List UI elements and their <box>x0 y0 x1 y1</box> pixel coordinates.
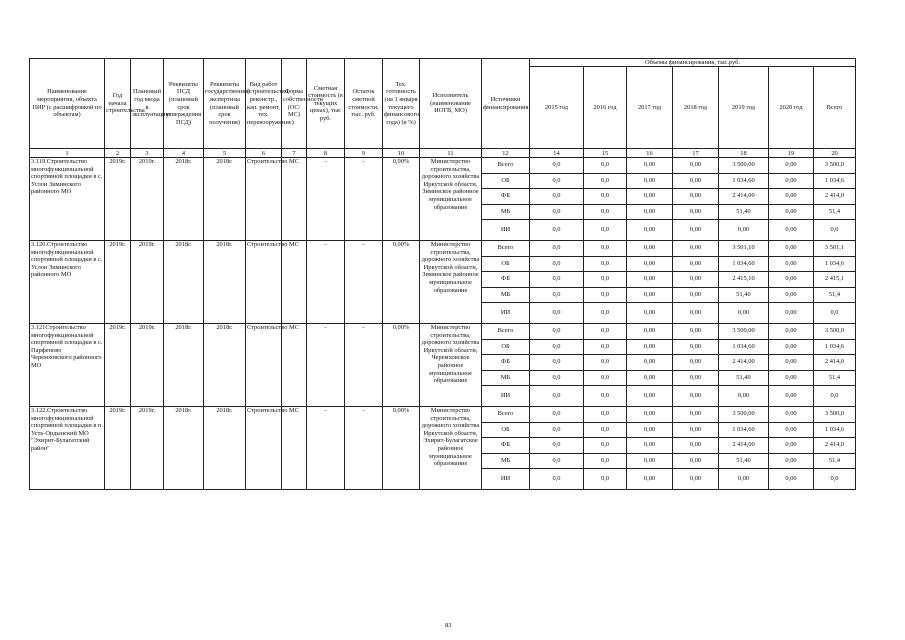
column-number: 15 <box>584 149 627 158</box>
executor: Министерство строительства, дорожного хозяйства Иркутской области, Черемховское районное муниципальное образование <box>420 324 482 407</box>
funding-value: 0,00 <box>627 386 673 407</box>
funding-value: 0,0 <box>584 241 627 257</box>
start-year: 2019г. <box>105 241 131 324</box>
header-estimated-cost: Сметная стоимость (в текущих ценах), тыс руб. <box>307 59 345 149</box>
funding-value: 0,0 <box>530 339 584 355</box>
column-number: 18 <box>719 149 769 158</box>
funding-value: 1 034,6 <box>814 339 856 355</box>
funding-value: 0,0 <box>584 173 627 189</box>
work-type: Строительство <box>246 158 282 241</box>
funding-value: 0,0 <box>530 173 584 189</box>
header-year-2018: 2018 год <box>673 67 719 149</box>
funding-value: 0,00 <box>769 453 814 469</box>
funding-value: 0,0 <box>584 256 627 272</box>
funding-value: 0,00 <box>769 355 814 371</box>
funding-value: 0,0 <box>530 158 584 174</box>
object-name: 3.119.Строительство многофункциональной спортивной площадки в с. Услон Зиминского районного МО <box>30 158 105 241</box>
funding-value: 0,00 <box>627 220 673 241</box>
funding-value: 0,0 <box>584 339 627 355</box>
funding-value: 1 034,60 <box>719 422 769 438</box>
funding-value: 0,00 <box>769 189 814 205</box>
funding-value: 0,0 <box>530 422 584 438</box>
column-number: 5 <box>204 149 246 158</box>
funding-value: 1 034,60 <box>719 339 769 355</box>
funding-value: 0,00 <box>769 287 814 303</box>
funding-value: 0,0 <box>530 407 584 423</box>
executor: Министерство строительства, дорожного хозяйства Иркутской области, Эхирит-Булагатское районное муниципальное образование <box>420 407 482 490</box>
funding-value: 0,00 <box>627 339 673 355</box>
funding-value: 0,00 <box>769 256 814 272</box>
funding-value: 3 500,00 <box>719 158 769 174</box>
header-psd: Реквизиты ПСД (плановый срок утверждения ПСД) <box>164 59 204 149</box>
funding-value: 0,00 <box>769 324 814 340</box>
funding-value: 0,00 <box>627 453 673 469</box>
header-funding-source: Источники финансирования <box>482 59 530 149</box>
header-object-name: Наименование мероприятия, объекта ПИР (с расшифровкой по объектам) <box>30 59 105 149</box>
funding-source: ИИ <box>482 469 530 490</box>
table-row <box>30 241 856 257</box>
funding-source: МБ <box>482 453 530 469</box>
header-expertise: Реквизиты государственной экспертизы (плановый срок получения) <box>204 59 246 149</box>
funding-value: 0,0 <box>584 272 627 288</box>
funding-value: 0,0 <box>584 158 627 174</box>
finish-year: 2019г. <box>131 158 164 241</box>
column-number: 1 <box>30 149 105 158</box>
funding-value: 2 414,00 <box>719 438 769 454</box>
funding-source: МБ <box>482 370 530 386</box>
funding-value: 0,0 <box>584 324 627 340</box>
column-number: 8 <box>307 149 345 158</box>
funding-value: 0,00 <box>769 469 814 490</box>
funding-value: 0,00 <box>627 189 673 205</box>
funding-value: 0,00 <box>627 355 673 371</box>
funding-value: 1 034,6 <box>814 173 856 189</box>
funding-source: Всего <box>482 407 530 423</box>
funding-value: 0,00 <box>769 220 814 241</box>
finish-year: 2019г. <box>131 241 164 324</box>
funding-value: 0,0 <box>530 220 584 241</box>
funding-value: 0,00 <box>673 173 719 189</box>
funding-value: 0,0 <box>584 220 627 241</box>
funding-value: 0,00 <box>673 272 719 288</box>
funding-value: 0,00 <box>673 453 719 469</box>
funding-value: 0,00 <box>769 241 814 257</box>
funding-value: 0,00 <box>627 287 673 303</box>
funding-value: 0,00 <box>769 422 814 438</box>
column-number: 14 <box>530 149 584 158</box>
funding-value: 0,0 <box>584 469 627 490</box>
funding-value: 0,0 <box>530 287 584 303</box>
funding-source: ОБ <box>482 339 530 355</box>
funding-value: 51,40 <box>719 287 769 303</box>
readiness: 0,00% <box>383 324 420 407</box>
column-numbers-row <box>30 149 856 158</box>
column-number: 9 <box>345 149 383 158</box>
funding-value: 0,00 <box>673 355 719 371</box>
funding-source: ОБ <box>482 256 530 272</box>
funding-value: 0,0 <box>530 303 584 324</box>
funding-value: 0,0 <box>584 355 627 371</box>
funding-value: 0,0 <box>814 469 856 490</box>
funding-value: 0,00 <box>769 438 814 454</box>
table-row <box>30 324 856 340</box>
remaining-cost: - <box>345 241 383 324</box>
funding-value: 0,00 <box>673 158 719 174</box>
funding-value: 0,0 <box>530 370 584 386</box>
expertise-date: 2018г. <box>204 158 246 241</box>
funding-source: ФБ <box>482 438 530 454</box>
funding-value: 3 500,0 <box>814 407 856 423</box>
funding-value: 0,0 <box>584 386 627 407</box>
ownership: МС <box>282 324 307 407</box>
estimated-cost: - <box>307 241 345 324</box>
header-start-year: Год начала строительства <box>105 59 131 149</box>
funding-value: 0,0 <box>584 204 627 220</box>
finish-year: 2019г. <box>131 324 164 407</box>
funding-value: 0,00 <box>673 469 719 490</box>
ownership: МС <box>282 407 307 490</box>
funding-value: 0,00 <box>627 173 673 189</box>
funding-value: 0,00 <box>627 303 673 324</box>
funding-value: 0,00 <box>627 158 673 174</box>
header-readiness: Тех. готовность (на 1 января текущего финансового года) (в %) <box>383 59 420 149</box>
funding-value: 0,0 <box>584 453 627 469</box>
work-type: Строительство <box>246 241 282 324</box>
funding-value: 0,00 <box>719 303 769 324</box>
header-total: Всего <box>814 67 856 149</box>
funding-value: 1 034,6 <box>814 256 856 272</box>
funding-value: 0,00 <box>673 370 719 386</box>
work-type: Строительство <box>246 324 282 407</box>
psd-date: 2018г. <box>164 324 204 407</box>
column-number: 7 <box>282 149 307 158</box>
funding-value: 0,0 <box>814 386 856 407</box>
remaining-cost: - <box>345 324 383 407</box>
funding-value: 0,0 <box>530 386 584 407</box>
funding-source: МБ <box>482 204 530 220</box>
funding-value: 0,0 <box>584 370 627 386</box>
funding-value: 0,00 <box>769 303 814 324</box>
funding-value: 2 415,1 <box>814 272 856 288</box>
funding-value: 0,00 <box>673 287 719 303</box>
column-number: 2 <box>105 149 131 158</box>
funding-value: 2 414,0 <box>814 189 856 205</box>
funding-value: 0,00 <box>627 407 673 423</box>
funding-value: 51,40 <box>719 453 769 469</box>
table-row <box>30 407 856 423</box>
funding-value: 2 414,0 <box>814 438 856 454</box>
funding-value: 0,00 <box>627 469 673 490</box>
funding-value: 3 500,00 <box>719 407 769 423</box>
start-year: 2019г. <box>105 324 131 407</box>
column-number: 11 <box>420 149 482 158</box>
funding-value: 0,00 <box>627 204 673 220</box>
start-year: 2019г. <box>105 407 131 490</box>
funding-value: 3 500,0 <box>814 324 856 340</box>
funding-value: 0,00 <box>673 204 719 220</box>
funding-value: 1 034,60 <box>719 256 769 272</box>
funding-value: 3 501,1 <box>814 241 856 257</box>
column-number: 20 <box>814 149 856 158</box>
column-number: 16 <box>627 149 673 158</box>
funding-value: 0,00 <box>673 189 719 205</box>
header-year-2020: 2020 год <box>769 67 814 149</box>
funding-value: 0,0 <box>530 256 584 272</box>
funding-source: ФБ <box>482 272 530 288</box>
column-number: 17 <box>673 149 719 158</box>
ownership: МС <box>282 241 307 324</box>
funding-value: 0,00 <box>627 324 673 340</box>
estimated-cost: - <box>307 324 345 407</box>
funding-value: 0,00 <box>769 370 814 386</box>
funding-source: ИИ <box>482 303 530 324</box>
work-type: Строительство <box>246 407 282 490</box>
funding-value: 0,00 <box>627 438 673 454</box>
header-work-type: Вид работ (строительство, реконстр., кап. ремонт, тех. перевооружение) <box>246 59 282 149</box>
funding-value: 0,0 <box>530 324 584 340</box>
funding-value: 0,00 <box>673 324 719 340</box>
header-year-2019: 2019 год <box>719 67 769 149</box>
funding-source: ОБ <box>482 422 530 438</box>
funding-value: 0,00 <box>627 272 673 288</box>
funding-value: 0,0 <box>530 189 584 205</box>
funding-source: ФБ <box>482 355 530 371</box>
funding-source: ИИ <box>482 220 530 241</box>
funding-value: 0,0 <box>584 422 627 438</box>
funding-value: 3 501,10 <box>719 241 769 257</box>
funding-value: 0,00 <box>673 386 719 407</box>
funding-source: Всего <box>482 158 530 174</box>
object-name: 3.120.Строительство многофункциональной спортивной площадки в с. Услон Зиминского районного МО <box>30 241 105 324</box>
finish-year: 2019г. <box>131 407 164 490</box>
header-year-2017: 2017 год <box>627 67 673 149</box>
column-number: 10 <box>383 149 420 158</box>
funding-value: 0,00 <box>769 339 814 355</box>
header-year-2015: 2015 год <box>530 67 584 149</box>
funding-value: 3 500,0 <box>814 158 856 174</box>
funding-value: 0,00 <box>769 173 814 189</box>
funding-value: 2 414,0 <box>814 355 856 371</box>
psd-date: 2018г. <box>164 158 204 241</box>
funding-value: 0,00 <box>673 339 719 355</box>
funding-value: 0,00 <box>769 272 814 288</box>
funding-value: 0,0 <box>584 189 627 205</box>
funding-source: ИИ <box>482 386 530 407</box>
funding-value: 0,00 <box>627 422 673 438</box>
funding-value: 0,00 <box>673 422 719 438</box>
readiness: 0,00% <box>383 241 420 324</box>
header-ownership: Форма собственности (ОС/МС) <box>282 59 307 149</box>
remaining-cost: - <box>345 407 383 490</box>
funding-value: 0,0 <box>530 204 584 220</box>
executor: Министерство строительства, дорожного хозяйства Иркутской области, Зиминское районное муниципальное образование <box>420 158 482 241</box>
estimated-cost: - <box>307 158 345 241</box>
funding-value: 0,0 <box>530 438 584 454</box>
table-row <box>30 158 856 174</box>
funding-source: МБ <box>482 287 530 303</box>
funding-value: 0,0 <box>530 241 584 257</box>
funding-value: 51,40 <box>719 204 769 220</box>
funding-value: 0,0 <box>814 220 856 241</box>
funding-value: 2 414,00 <box>719 189 769 205</box>
funding-value: 0,0 <box>530 272 584 288</box>
psd-date: 2018г. <box>164 407 204 490</box>
funding-value: 0,00 <box>769 204 814 220</box>
funding-value: 0,0 <box>584 303 627 324</box>
readiness: 0,00% <box>383 407 420 490</box>
funding-value: 2 415,10 <box>719 272 769 288</box>
funding-source: ФБ <box>482 189 530 205</box>
funding-value: 51,4 <box>814 453 856 469</box>
column-number: 6 <box>246 149 282 158</box>
funding-value: 0,0 <box>530 355 584 371</box>
expertise-date: 2018г. <box>204 407 246 490</box>
funding-value: 51,40 <box>719 370 769 386</box>
funding-value: 0,00 <box>769 407 814 423</box>
funding-value: 51,4 <box>814 370 856 386</box>
column-number: 3 <box>131 149 164 158</box>
page-number: 83 <box>445 622 452 629</box>
funding-value: 0,00 <box>673 241 719 257</box>
expertise-date: 2018г. <box>204 324 246 407</box>
column-number: 12 <box>482 149 530 158</box>
object-name: 3.121Строительство многофункциональной спортивной площадки в с. Парфеново Черемховского районного МО <box>30 324 105 407</box>
funding-value: 51,4 <box>814 287 856 303</box>
funding-value: 0,0 <box>814 303 856 324</box>
funding-value: 0,00 <box>673 220 719 241</box>
funding-value: 0,00 <box>769 158 814 174</box>
funding-value: 0,00 <box>673 438 719 454</box>
funding-source: Всего <box>482 241 530 257</box>
funding-value: 3 500,00 <box>719 324 769 340</box>
header-remaining-cost: Остаток сметной стоимости, тыс. руб. <box>345 59 383 149</box>
funding-value: 0,00 <box>627 241 673 257</box>
funding-value: 0,00 <box>719 220 769 241</box>
psd-date: 2018г. <box>164 241 204 324</box>
column-number: 4 <box>164 149 204 158</box>
ownership: МС <box>282 158 307 241</box>
funding-value: 0,0 <box>530 453 584 469</box>
funding-source: ОБ <box>482 173 530 189</box>
remaining-cost: - <box>345 158 383 241</box>
header-finish-year: Плановый год ввода в эксплуатацию <box>131 59 164 149</box>
funding-value: 0,00 <box>627 370 673 386</box>
object-name: 3.122.Строительство многофункциональной спортивной площадки в п. Усть-Ордынский МО "Эхирит-Булагатский район" <box>30 407 105 490</box>
estimated-cost: - <box>307 407 345 490</box>
funding-value: 0,0 <box>584 287 627 303</box>
funding-source: Всего <box>482 324 530 340</box>
readiness: 0,00% <box>383 158 420 241</box>
funding-value: 1 034,60 <box>719 173 769 189</box>
funding-value: 2 414,00 <box>719 355 769 371</box>
funding-value: 0,00 <box>769 386 814 407</box>
investment-table <box>29 58 856 490</box>
start-year: 2019г. <box>105 158 131 241</box>
funding-value: 51,4 <box>814 204 856 220</box>
header-year-2016: 2016 год <box>584 67 627 149</box>
funding-value: 1 034,6 <box>814 422 856 438</box>
funding-value: 0,00 <box>719 469 769 490</box>
funding-value: 0,0 <box>530 469 584 490</box>
column-number: 19 <box>769 149 814 158</box>
funding-value: 0,00 <box>719 386 769 407</box>
funding-value: 0,00 <box>627 256 673 272</box>
expertise-date: 2018г. <box>204 241 246 324</box>
funding-value: 0,0 <box>584 407 627 423</box>
executor: Министерство строительства, дорожного хозяйства Иркутской области, Зиминское районное муниципальное образование <box>420 241 482 324</box>
funding-value: 0,00 <box>673 303 719 324</box>
funding-value: 0,0 <box>584 438 627 454</box>
header-funding-volumes: Объемы финансирования, тыс.руб. <box>530 59 856 67</box>
funding-value: 0,00 <box>673 407 719 423</box>
funding-value: 0,00 <box>673 256 719 272</box>
header-executor: Исполнитель (наименование ИОГВ, МО) <box>420 59 482 149</box>
